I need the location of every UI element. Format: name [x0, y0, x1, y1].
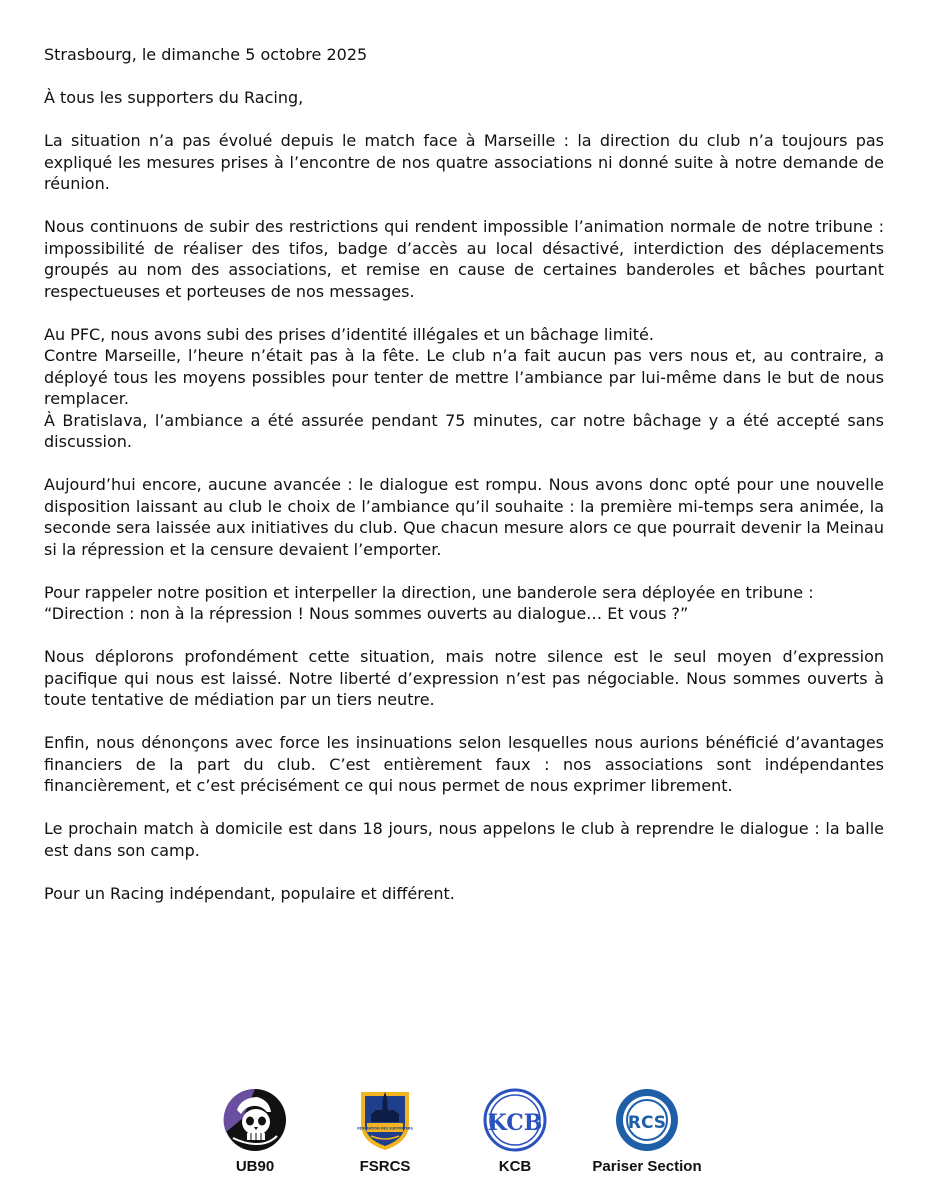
paragraph-banner-intro: Pour rappeler notre position et interpeller la direction, une banderole sera déployée en tribune :: [44, 582, 814, 602]
signatory-label-fsrcs: FSRCS: [359, 1158, 411, 1175]
signatories-logos: [0, 1088, 928, 1178]
signatory-fsrcs: [315, 1088, 455, 1175]
ub90-skull-logo-icon: [223, 1088, 287, 1152]
signatory-pariser-section: [577, 1088, 717, 1175]
paragraph-marseille: Contre Marseille, l’heure n’était pas à la fête. Le club n’a fait aucun pas vers nous et, au contraire, a déployé tous les moyens possibles pour tenter de mettre l’ambiance par lui-même dans le but de nous remplacer.: [44, 346, 884, 408]
paragraph-next-match: Le prochain match à domicile est dans 18 jours, nous appelons le club à reprendre le dialogue : la balle est dans son camp.: [44, 819, 884, 860]
closing-line: Pour un Racing indépendant, populaire et différent.: [44, 883, 455, 903]
signatory-label-pariser-section: Pariser Section: [592, 1158, 702, 1175]
paragraph-financial: Enfin, nous dénonçons avec force les insinuations selon lesquelles nous aurions bénéficié d’avantages financiers de la part du club. C’est entièrement faux : nos associations sont indépendantes financièrement, et c’est précisément ce qui nous permet de nous exprimer librement.: [44, 733, 884, 795]
signatory-label-kcb: KCB: [498, 1158, 532, 1175]
signatory-ub90: [185, 1088, 325, 1175]
paragraph-restrictions: Nous continuons de subir des restrictions qui rendent impossible l’animation normale de notre tribune : impossibilité de réaliser des tifos, badge d’accès au local désactivé, interdiction des déplacements groupés au nom des associations, et remise en cause de certaines banderoles et bâches pourtant respectueuses et porteuses de nos messages.: [44, 217, 884, 301]
rcs-monogram-logo-icon: [615, 1088, 679, 1152]
signatory-kcb: [445, 1088, 585, 1175]
paragraph-dialogue: Aujourd’hui encore, aucune avancée : le dialogue est rompu. Nous avons donc opté pour une nouvelle disposition laissant au club le choix de l’ambiance qu’il souhaite : la première mi-temps sera animée, la seconde sera laissée aux initiatives du club. Que chacun mesure alors ce que pourrait devenir la Meinau si la répression et la censure devaient l’emporter.: [44, 475, 884, 559]
paragraph-bratislava: À Bratislava, l’ambiance a été assurée pendant 75 minutes, car notre bâchage y a été accepté sans discussion.: [44, 410, 884, 451]
letter-body: [44, 44, 884, 926]
kcb-monogram-logo-icon: [483, 1088, 547, 1152]
fsrcs-logo-text: FÉDÉRATION DES SUPPORTERS: [357, 1126, 413, 1131]
signatory-label-ub90: UB90: [235, 1158, 275, 1175]
kcb-logo-text: KCB: [487, 1110, 543, 1136]
date-line: Strasbourg, le dimanche 5 octobre 2025: [44, 45, 368, 64]
paragraph-pfc: Au PFC, nous avons subi des prises d’identité illégales et un bâchage limité.: [44, 324, 654, 344]
paragraph-banner-quote: “Direction : non à la répression ! Nous sommes ouverts au dialogue… Et vous ?”: [44, 604, 689, 623]
paragraph-silence: Nous déplorons profondément cette situation, mais notre silence est le seul moyen d’expression pacifique qui nous est laissé. Notre liberté d’expression n’est pas négociable. Nous sommes ouverts à toute tentative de médiation par un tiers neutre.: [44, 647, 884, 709]
paragraph-situation: La situation n’a pas évolué depuis le match face à Marseille : la direction du club n’a toujours pas expliqué les mesures prises à l’encontre de nos quatre associations ni donné suite à notre demande de réunion.: [44, 131, 884, 193]
rcs-logo-text: RCS: [627, 1113, 667, 1133]
fsrcs-shield-logo-icon: [357, 1088, 413, 1152]
greeting: À tous les supporters du Racing,: [44, 88, 304, 107]
